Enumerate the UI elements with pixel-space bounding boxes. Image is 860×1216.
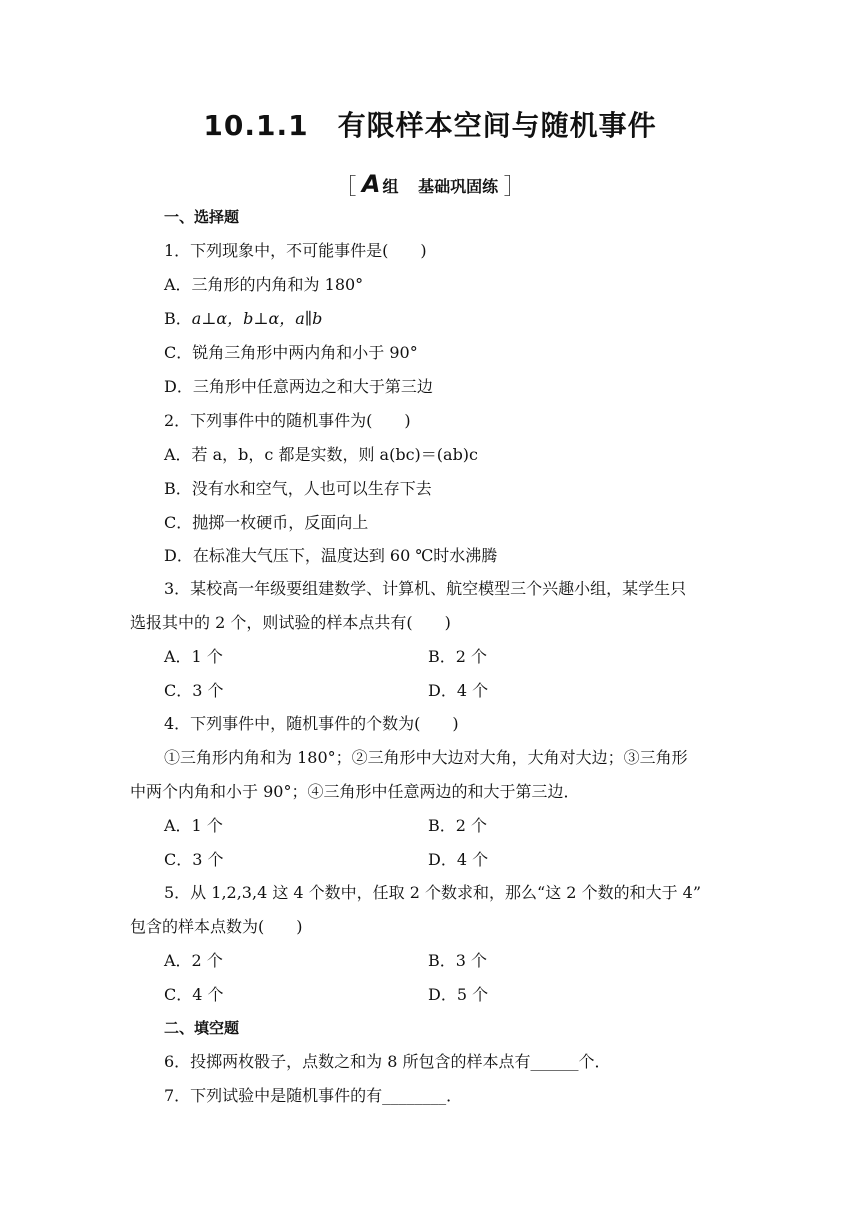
q6-stem: 6．投掷两枚骰子，点数之和为 8 所包含的样本点有______个．: [164, 1052, 611, 1071]
q4-body-line1: ①三角形内角和为 180°；②三角形中大边对大角，大角对大边；③三角形: [164, 748, 688, 767]
q2-option-a: A．若 a，b，c 都是实数，则 a(bc)＝(ab)c: [164, 445, 479, 464]
q4-option-d: D．4 个: [428, 850, 489, 869]
q4-body-line2: 中两个内角和小于 90°；④三角形中任意两边的和大于第三边．: [130, 782, 580, 801]
q2-stem: 2．下列事件中的随机事件为( ): [164, 411, 411, 430]
q1-option-c: C．锐角三角形中两内角和小于 90°: [164, 343, 418, 362]
q1-option-b-prefix: B．: [164, 309, 192, 328]
q7-stem: 7．下列试验中是随机事件的有________．: [164, 1086, 463, 1105]
q3-option-b: B．2 个: [428, 647, 488, 666]
q1-option-a: A．三角形的内角和为 180°: [164, 275, 364, 294]
q4-option-b: B．2 个: [428, 816, 488, 835]
q2-option-b: B．没有水和空气，人也可以生存下去: [164, 479, 432, 498]
q3-option-c: C．3 个: [164, 681, 224, 700]
group-title: 基础巩固练: [418, 177, 499, 196]
q4-stem: 4．下列事件中，随机事件的个数为( ): [164, 714, 459, 733]
q1-stem: 1．下列现象中，不可能事件是( ): [164, 241, 427, 260]
group-badge-suffix: 组: [382, 177, 399, 196]
q1-option-b: [164, 308, 322, 330]
group-header: [0, 170, 860, 201]
q1-option-d: D．三角形中任意两边之和大于第三边: [164, 377, 433, 396]
section-heading-choice: 一、选择题: [164, 208, 240, 226]
bracket-left: ［: [334, 175, 357, 200]
q5-option-c: C．4 个: [164, 985, 224, 1004]
section-heading-fill: 二、填空题: [164, 1019, 240, 1037]
q5-option-b: B．3 个: [428, 951, 488, 970]
q4-option-a: A．1 个: [164, 816, 223, 835]
group-a-badge: A: [361, 170, 381, 198]
q5-option-d: D．5 个: [428, 985, 489, 1004]
q2-option-c: C．抛掷一枚硬币，反面向上: [164, 513, 369, 532]
q3-stem-line1: 3．某校高一年级要组建数学、计算机、航空模型三个兴趣小组，某学生只: [164, 579, 687, 598]
q2-option-d: D．在标准大气压下，温度达到 60 ℃时水沸腾: [164, 546, 498, 565]
q3-stem-line2: 选报其中的 2 个，则试验的样本点共有( ): [130, 613, 451, 632]
q3-option-a: A．1 个: [164, 647, 223, 666]
q1-option-b-math: a⊥α，b⊥α，a∥b: [191, 309, 323, 328]
q5-stem-line1: 5．从 1,2,3,4 这 4 个数中，任取 2 个数求和，那么“这 2 个数的和大于 4”: [164, 883, 702, 902]
q3-option-d: D．4 个: [428, 681, 489, 700]
q5-stem-line2: 包含的样本点数为( ): [130, 917, 303, 936]
q4-option-c: C．3 个: [164, 850, 224, 869]
q5-option-a: A．2 个: [164, 951, 223, 970]
page-title: 10.1.1 有限样本空间与随机事件: [203, 109, 657, 142]
bracket-right: ］: [503, 175, 526, 200]
